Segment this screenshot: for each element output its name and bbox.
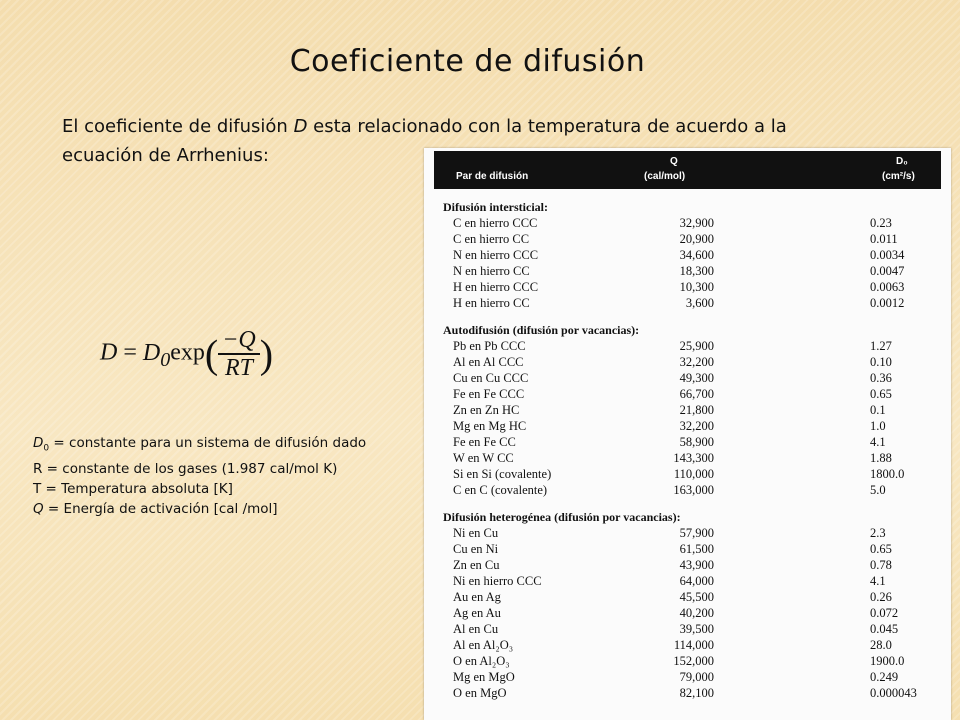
pair-cell: O en MgO: [453, 686, 507, 700]
pair-cell: Ag en Au: [453, 606, 501, 620]
table-row: [424, 371, 951, 387]
header-col-q-unit: (cal/mol): [644, 171, 686, 182]
q-cell: 58,900: [679, 435, 714, 449]
pair-cell: N en hierro CC: [453, 264, 530, 278]
pair-cell: Pb en Pb CCC: [453, 339, 526, 353]
formula-d0: $D_0$: [142, 339, 171, 371]
table-section-title: [424, 510, 951, 526]
d0-cell: 1.88: [870, 451, 892, 465]
table-section-title: [424, 323, 951, 339]
table-row: [424, 403, 951, 419]
table-row: [424, 296, 951, 312]
d0-cell: 1900.0: [870, 654, 905, 668]
table-row: [424, 686, 951, 702]
d0-cell: 0.10: [870, 355, 892, 369]
pair-cell: W en W CC: [453, 451, 514, 465]
pair-cell: C en hierro CCC: [453, 216, 538, 230]
legend-subscript: 0: [43, 443, 50, 454]
q-cell: 82,100: [679, 686, 714, 700]
q-cell: 66,700: [679, 387, 714, 401]
header-col-d0-unit: (cm²/s): [882, 171, 915, 182]
table-row: [424, 355, 951, 371]
q-cell: 163,000: [673, 483, 714, 497]
formula-denominator: RT: [224, 355, 253, 381]
intro-suffix: esta relacionado con la temperatura de acuerdo a la ecuación de Arrhenius:: [62, 116, 787, 166]
q-cell: 143,300: [673, 451, 714, 465]
pair-cell: Cu en Ni: [453, 542, 499, 556]
d0-cell: 0.0034: [870, 248, 905, 262]
header-col-pair: Par de difusión: [456, 171, 529, 182]
table-row: [424, 590, 951, 606]
pair-cell: C en C (covalente): [453, 483, 548, 497]
legend-text: = Energía de activación [cal /mol]: [43, 500, 278, 517]
d0-cell: 0.000043: [870, 686, 917, 700]
q-cell: 45,500: [679, 590, 714, 604]
pair-cell: Si en Si (covalente): [453, 467, 552, 481]
q-cell: 32,200: [679, 419, 714, 433]
table-row: [424, 574, 951, 590]
d0-cell: 4.1: [870, 574, 886, 588]
d0-cell: 5.0: [870, 483, 886, 497]
table-row: [424, 339, 951, 355]
d0-cell: 0.78: [870, 558, 892, 572]
formula-equals: =: [123, 339, 137, 366]
pair-cell: H en hierro CC: [453, 296, 530, 310]
q-cell: 32,900: [679, 216, 714, 230]
q-cell: 40,200: [679, 606, 714, 620]
pair-cell: Au en Ag: [453, 590, 501, 604]
legend-text: R = constante de los gases (1.987 cal/mol K): [33, 460, 338, 477]
table-row: [424, 558, 951, 574]
table-row: [424, 670, 951, 686]
arrhenius-formula: [100, 327, 273, 389]
d0-cell: 1800.0: [870, 467, 905, 481]
pair-cell: H en hierro CCC: [453, 280, 539, 294]
slide-title: Coeficiente de difusión: [289, 44, 646, 79]
d0-cell: 1.0: [870, 419, 886, 433]
d0-cell: 0.011: [870, 232, 898, 246]
formula-lhs: D: [100, 339, 118, 366]
header-col-d0: D₀: [896, 156, 908, 167]
section-title-text: Difusión heterogénea (difusión por vacancias):: [443, 510, 681, 524]
formula-close-paren: ): [259, 331, 274, 377]
d0-cell: 0.26: [870, 590, 892, 604]
pair-cell: Al en Al CCC: [453, 355, 524, 369]
pair-cell: O en Al₂O₃: [453, 654, 510, 668]
d0-cell: 0.0012: [870, 296, 905, 310]
q-cell: 49,300: [679, 371, 714, 385]
d0-cell: 4.1: [870, 435, 886, 449]
pair-cell: Cu en Cu CCC: [453, 371, 529, 385]
q-cell: 110,000: [673, 467, 714, 481]
formula-numerator: −Q: [218, 327, 260, 355]
q-cell: 34,600: [679, 248, 714, 262]
pair-cell: Al en Cu: [453, 622, 499, 636]
section-title-text: Difusión intersticial:: [443, 200, 548, 214]
pair-cell: Zn en Cu: [453, 558, 500, 572]
pair-cell: Zn en Zn HC: [453, 403, 520, 417]
pair-cell: Mg en MgO: [453, 670, 515, 684]
pair-cell: Fe en Fe CCC: [453, 387, 525, 401]
table-row: [424, 232, 951, 248]
intro-variable: D: [293, 116, 308, 137]
d0-cell: 2.3: [870, 526, 886, 540]
d0-cell: 0.36: [870, 371, 892, 385]
table-row: [424, 280, 951, 296]
q-cell: 10,300: [679, 280, 714, 294]
q-cell: 39,500: [679, 622, 714, 636]
q-cell: 57,900: [679, 526, 714, 540]
table-row: [424, 654, 951, 670]
table-row: [424, 451, 951, 467]
d0-cell: 0.0063: [870, 280, 905, 294]
d0-cell: 0.249: [870, 670, 899, 684]
table-row: [424, 638, 951, 654]
table-row: [424, 606, 951, 622]
table-row: [424, 435, 951, 451]
q-cell: 21,800: [679, 403, 714, 417]
q-cell: 3,600: [685, 296, 714, 310]
table-section-title: [424, 200, 951, 216]
d0-cell: 0.072: [870, 606, 899, 620]
d0-cell: 28.0: [870, 638, 892, 652]
pair-cell: Mg en Mg HC: [453, 419, 527, 433]
pair-cell: C en hierro CC: [453, 232, 530, 246]
legend-symbol: Q: [33, 500, 44, 517]
d0-cell: 0.0047: [870, 264, 905, 278]
pair-cell: Ni en hierro CCC: [453, 574, 542, 588]
pair-cell: Ni en Cu: [453, 526, 499, 540]
q-cell: 20,900: [679, 232, 714, 246]
legend-text: T = Temperatura absoluta [K]: [33, 480, 233, 497]
q-cell: 61,500: [679, 542, 714, 556]
table-row: [424, 216, 951, 232]
header-col-q: Q: [670, 156, 678, 167]
q-cell: 25,900: [679, 339, 714, 353]
q-cell: 79,000: [679, 670, 714, 684]
d0-cell: 0.23: [870, 216, 892, 230]
q-cell: 32,200: [679, 355, 714, 369]
pair-cell: N en hierro CCC: [453, 248, 539, 262]
table-row: [424, 419, 951, 435]
q-cell: 43,900: [679, 558, 714, 572]
d0-cell: 0.65: [870, 387, 892, 401]
intro-prefix: El coeficiente de difusión: [62, 116, 294, 137]
formula-open-paren: (: [204, 331, 219, 377]
legend-line: [33, 433, 366, 459]
q-cell: 18,300: [679, 264, 714, 278]
table-row: [424, 387, 951, 403]
table-row: [424, 248, 951, 264]
pair-cell: Al en Al₂O₃: [453, 638, 514, 652]
formula-fraction: [218, 327, 260, 381]
table-row: [424, 467, 951, 483]
pair-cell: Fe en Fe CC: [453, 435, 516, 449]
table-row: [424, 264, 951, 280]
table-row: [424, 542, 951, 558]
d0-cell: 0.045: [870, 622, 899, 636]
q-cell: 114,000: [673, 638, 714, 652]
variable-legend: [33, 433, 366, 519]
table-row: [424, 483, 951, 499]
table-row: [424, 526, 951, 542]
table-header: [434, 151, 941, 189]
table-row: [424, 622, 951, 638]
legend-line: [33, 479, 366, 499]
d0-cell: 0.65: [870, 542, 892, 556]
legend-symbol: D: [33, 435, 44, 451]
diffusion-data-table: [424, 148, 951, 720]
d0-cell: 0.1: [870, 403, 886, 417]
legend-line: [33, 499, 366, 519]
q-cell: 152,000: [673, 654, 714, 668]
legend-line: [33, 459, 366, 479]
d0-cell: 1.27: [870, 339, 892, 353]
table-body: [424, 200, 951, 702]
section-title-text: Autodifusión (difusión por vacancias):: [443, 323, 640, 337]
formula-exp: exp: [170, 339, 205, 366]
legend-text: = constante para un sistema de difusión dado: [49, 435, 367, 451]
q-cell: 64,000: [679, 574, 714, 588]
